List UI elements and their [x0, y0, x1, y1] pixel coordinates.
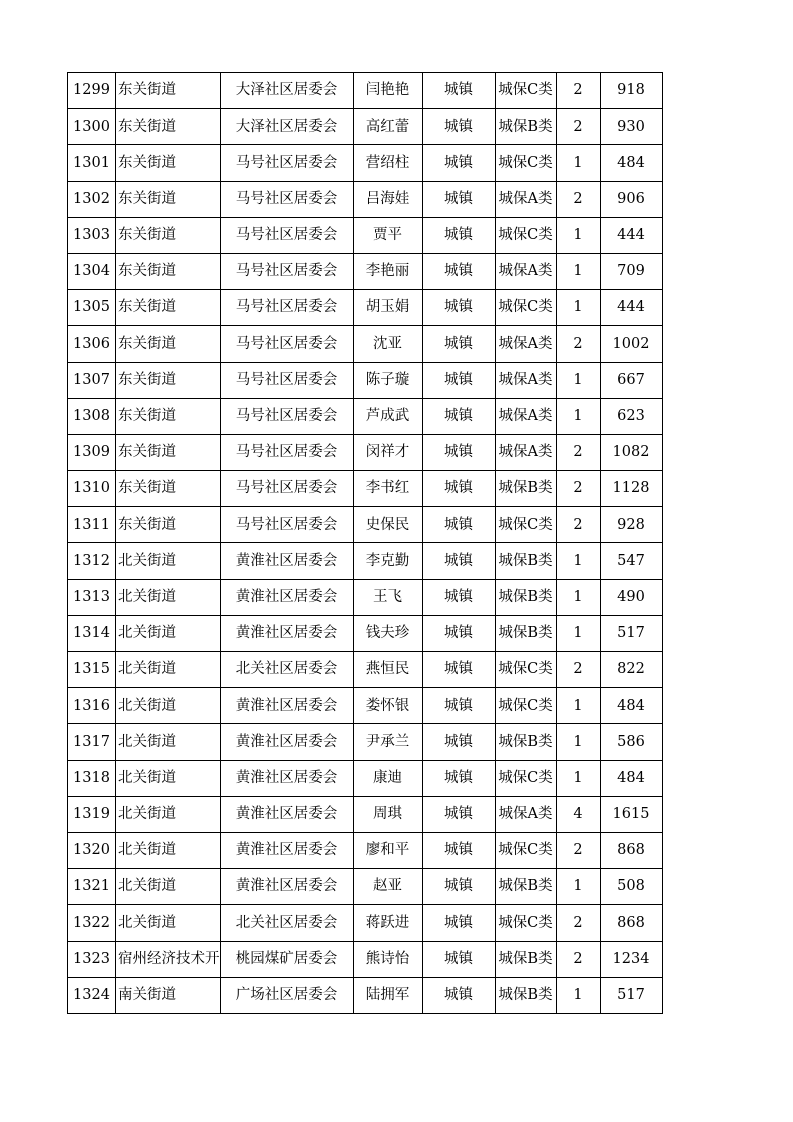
person-name-cell: 李克勤 [353, 543, 422, 579]
amount-cell: 547 [600, 543, 662, 579]
record-id-cell: 1301 [68, 145, 116, 181]
household-count-cell: 2 [556, 652, 600, 688]
committee-cell: 马号社区居委会 [220, 253, 353, 289]
insurance-category-cell: 城保B类 [495, 941, 556, 977]
street-cell: 北关街道 [116, 579, 221, 615]
insurance-category-cell: 城保A类 [495, 326, 556, 362]
area-type-cell: 城镇 [422, 362, 495, 398]
table-row [68, 471, 663, 507]
record-id-cell: 1311 [68, 507, 116, 543]
insurance-category-cell: 城保C类 [495, 217, 556, 253]
insurance-category-cell: 城保C类 [495, 290, 556, 326]
household-count-cell: 2 [556, 941, 600, 977]
table-row [68, 253, 663, 289]
person-name-cell: 廖和平 [353, 832, 422, 868]
insurance-category-cell: 城保A类 [495, 253, 556, 289]
household-count-cell: 2 [556, 181, 600, 217]
record-id-cell: 1302 [68, 181, 116, 217]
record-id-cell: 1304 [68, 253, 116, 289]
record-id-cell: 1322 [68, 905, 116, 941]
committee-cell: 黄淮社区居委会 [220, 543, 353, 579]
record-id-cell: 1315 [68, 652, 116, 688]
street-cell: 东关街道 [116, 73, 221, 109]
street-cell: 东关街道 [116, 326, 221, 362]
insurance-category-cell: 城保C类 [495, 145, 556, 181]
amount-cell: 623 [600, 398, 662, 434]
committee-cell: 马号社区居委会 [220, 326, 353, 362]
committee-cell: 马号社区居委会 [220, 362, 353, 398]
person-name-cell: 闫艳艳 [353, 73, 422, 109]
area-type-cell: 城镇 [422, 217, 495, 253]
street-cell: 东关街道 [116, 109, 221, 145]
street-cell: 北关街道 [116, 796, 221, 832]
table-row [68, 977, 663, 1013]
area-type-cell: 城镇 [422, 905, 495, 941]
person-name-cell: 娄怀银 [353, 688, 422, 724]
insurance-category-cell: 城保C类 [495, 507, 556, 543]
street-cell: 北关街道 [116, 832, 221, 868]
household-count-cell: 1 [556, 362, 600, 398]
insurance-category-cell: 城保B类 [495, 615, 556, 651]
amount-cell: 918 [600, 73, 662, 109]
area-type-cell: 城镇 [422, 543, 495, 579]
household-count-cell: 1 [556, 398, 600, 434]
person-name-cell: 陈子璇 [353, 362, 422, 398]
person-name-cell: 营绍柱 [353, 145, 422, 181]
insurance-category-cell: 城保B类 [495, 977, 556, 1013]
household-count-cell: 2 [556, 471, 600, 507]
person-name-cell: 钱夫珍 [353, 615, 422, 651]
street-cell: 东关街道 [116, 217, 221, 253]
table-row [68, 615, 663, 651]
area-type-cell: 城镇 [422, 290, 495, 326]
amount-cell: 1082 [600, 434, 662, 470]
amount-cell: 517 [600, 615, 662, 651]
record-id-cell: 1313 [68, 579, 116, 615]
record-id-cell: 1318 [68, 760, 116, 796]
record-id-cell: 1317 [68, 724, 116, 760]
record-id-cell: 1307 [68, 362, 116, 398]
person-name-cell: 史保民 [353, 507, 422, 543]
insurance-category-cell: 城保C类 [495, 73, 556, 109]
household-count-cell: 2 [556, 109, 600, 145]
amount-cell: 484 [600, 688, 662, 724]
amount-cell: 490 [600, 579, 662, 615]
area-type-cell: 城镇 [422, 796, 495, 832]
street-cell: 东关街道 [116, 181, 221, 217]
committee-cell: 桃园煤矿居委会 [220, 941, 353, 977]
street-cell: 东关街道 [116, 253, 221, 289]
person-name-cell: 尹承兰 [353, 724, 422, 760]
area-type-cell: 城镇 [422, 434, 495, 470]
table-row [68, 796, 663, 832]
record-id-cell: 1308 [68, 398, 116, 434]
table-row [68, 652, 663, 688]
table-row [68, 362, 663, 398]
table-row [68, 109, 663, 145]
record-id-cell: 1316 [68, 688, 116, 724]
street-cell: 北关街道 [116, 760, 221, 796]
household-count-cell: 2 [556, 434, 600, 470]
household-count-cell: 2 [556, 326, 600, 362]
area-type-cell: 城镇 [422, 977, 495, 1013]
person-name-cell: 闵祥才 [353, 434, 422, 470]
committee-cell: 马号社区居委会 [220, 471, 353, 507]
insurance-category-cell: 城保B类 [495, 724, 556, 760]
person-name-cell: 陆拥军 [353, 977, 422, 1013]
amount-cell: 928 [600, 507, 662, 543]
record-id-cell: 1306 [68, 326, 116, 362]
area-type-cell: 城镇 [422, 615, 495, 651]
area-type-cell: 城镇 [422, 471, 495, 507]
street-cell: 东关街道 [116, 145, 221, 181]
committee-cell: 马号社区居委会 [220, 181, 353, 217]
person-name-cell: 熊诗怡 [353, 941, 422, 977]
insurance-category-cell: 城保A类 [495, 398, 556, 434]
table-row [68, 724, 663, 760]
table-row [68, 434, 663, 470]
amount-cell: 484 [600, 760, 662, 796]
committee-cell: 黄淮社区居委会 [220, 832, 353, 868]
street-cell: 南关街道 [116, 977, 221, 1013]
table-row [68, 398, 663, 434]
record-id-cell: 1299 [68, 73, 116, 109]
table-row [68, 832, 663, 868]
record-id-cell: 1305 [68, 290, 116, 326]
committee-cell: 马号社区居委会 [220, 145, 353, 181]
area-type-cell: 城镇 [422, 688, 495, 724]
table-row [68, 579, 663, 615]
amount-cell: 1234 [600, 941, 662, 977]
insurance-category-cell: 城保B类 [495, 471, 556, 507]
household-count-cell: 1 [556, 579, 600, 615]
record-id-cell: 1320 [68, 832, 116, 868]
area-type-cell: 城镇 [422, 326, 495, 362]
street-cell: 东关街道 [116, 507, 221, 543]
area-type-cell: 城镇 [422, 181, 495, 217]
amount-cell: 868 [600, 832, 662, 868]
insurance-category-cell: 城保A类 [495, 434, 556, 470]
insurance-category-cell: 城保A类 [495, 796, 556, 832]
amount-cell: 667 [600, 362, 662, 398]
record-id-cell: 1309 [68, 434, 116, 470]
household-count-cell: 2 [556, 507, 600, 543]
table-row [68, 326, 663, 362]
person-name-cell: 胡玉娟 [353, 290, 422, 326]
amount-cell: 508 [600, 869, 662, 905]
record-id-cell: 1303 [68, 217, 116, 253]
person-name-cell: 李艳丽 [353, 253, 422, 289]
committee-cell: 黄淮社区居委会 [220, 688, 353, 724]
household-count-cell: 1 [556, 760, 600, 796]
committee-cell: 北关社区居委会 [220, 652, 353, 688]
household-count-cell: 1 [556, 615, 600, 651]
street-cell: 东关街道 [116, 362, 221, 398]
household-count-cell: 1 [556, 145, 600, 181]
table-row [68, 941, 663, 977]
committee-cell: 马号社区居委会 [220, 434, 353, 470]
area-type-cell: 城镇 [422, 760, 495, 796]
person-name-cell: 康迪 [353, 760, 422, 796]
record-id-cell: 1324 [68, 977, 116, 1013]
person-name-cell: 贾平 [353, 217, 422, 253]
area-type-cell: 城镇 [422, 579, 495, 615]
street-cell: 东关街道 [116, 434, 221, 470]
person-name-cell: 燕恒民 [353, 652, 422, 688]
household-count-cell: 2 [556, 832, 600, 868]
amount-cell: 906 [600, 181, 662, 217]
record-id-cell: 1323 [68, 941, 116, 977]
insurance-category-cell: 城保A类 [495, 362, 556, 398]
street-cell: 东关街道 [116, 398, 221, 434]
committee-cell: 黄淮社区居委会 [220, 796, 353, 832]
person-name-cell: 吕海娃 [353, 181, 422, 217]
insurance-category-cell: 城保C类 [495, 652, 556, 688]
person-name-cell: 王飞 [353, 579, 422, 615]
street-cell: 宿州经济技术开 [116, 941, 221, 977]
committee-cell: 马号社区居委会 [220, 290, 353, 326]
record-id-cell: 1319 [68, 796, 116, 832]
committee-cell: 黄淮社区居委会 [220, 760, 353, 796]
table-row [68, 869, 663, 905]
household-count-cell: 1 [556, 869, 600, 905]
area-type-cell: 城镇 [422, 109, 495, 145]
household-count-cell: 1 [556, 253, 600, 289]
amount-cell: 1128 [600, 471, 662, 507]
insurance-category-cell: 城保C类 [495, 760, 556, 796]
amount-cell: 444 [600, 290, 662, 326]
table-row [68, 543, 663, 579]
household-count-cell: 1 [556, 217, 600, 253]
area-type-cell: 城镇 [422, 73, 495, 109]
person-name-cell: 周琪 [353, 796, 422, 832]
street-cell: 北关街道 [116, 724, 221, 760]
insurance-category-cell: 城保C类 [495, 688, 556, 724]
street-cell: 东关街道 [116, 471, 221, 507]
area-type-cell: 城镇 [422, 253, 495, 289]
person-name-cell: 芦成武 [353, 398, 422, 434]
person-name-cell: 赵亚 [353, 869, 422, 905]
street-cell: 北关街道 [116, 688, 221, 724]
street-cell: 北关街道 [116, 543, 221, 579]
area-type-cell: 城镇 [422, 398, 495, 434]
area-type-cell: 城镇 [422, 652, 495, 688]
record-id-cell: 1300 [68, 109, 116, 145]
household-count-cell: 1 [556, 688, 600, 724]
table-row [68, 181, 663, 217]
area-type-cell: 城镇 [422, 507, 495, 543]
insurance-category-cell: 城保B类 [495, 543, 556, 579]
household-count-cell: 1 [556, 724, 600, 760]
amount-cell: 1002 [600, 326, 662, 362]
committee-cell: 黄淮社区居委会 [220, 724, 353, 760]
amount-cell: 930 [600, 109, 662, 145]
table-row [68, 688, 663, 724]
committee-cell: 广场社区居委会 [220, 977, 353, 1013]
area-type-cell: 城镇 [422, 869, 495, 905]
insurance-category-cell: 城保B类 [495, 869, 556, 905]
record-id-cell: 1310 [68, 471, 116, 507]
table-row [68, 73, 663, 109]
insurance-category-cell: 城保B类 [495, 109, 556, 145]
committee-cell: 马号社区居委会 [220, 507, 353, 543]
amount-cell: 586 [600, 724, 662, 760]
committee-cell: 马号社区居委会 [220, 398, 353, 434]
area-type-cell: 城镇 [422, 724, 495, 760]
household-count-cell: 1 [556, 977, 600, 1013]
street-cell: 北关街道 [116, 869, 221, 905]
amount-cell: 484 [600, 145, 662, 181]
household-count-cell: 1 [556, 290, 600, 326]
record-id-cell: 1312 [68, 543, 116, 579]
table-row [68, 760, 663, 796]
insurance-category-cell: 城保C类 [495, 832, 556, 868]
area-type-cell: 城镇 [422, 941, 495, 977]
record-id-cell: 1314 [68, 615, 116, 651]
street-cell: 北关街道 [116, 615, 221, 651]
street-cell: 东关街道 [116, 290, 221, 326]
insurance-category-cell: 城保C类 [495, 905, 556, 941]
household-count-cell: 2 [556, 905, 600, 941]
person-name-cell: 沈亚 [353, 326, 422, 362]
table-row [68, 905, 663, 941]
amount-cell: 517 [600, 977, 662, 1013]
insurance-category-cell: 城保A类 [495, 181, 556, 217]
welfare-table [67, 72, 663, 1014]
committee-cell: 大泽社区居委会 [220, 109, 353, 145]
amount-cell: 1615 [600, 796, 662, 832]
record-id-cell: 1321 [68, 869, 116, 905]
table-row [68, 217, 663, 253]
committee-cell: 黄淮社区居委会 [220, 615, 353, 651]
amount-cell: 444 [600, 217, 662, 253]
table-row [68, 145, 663, 181]
committee-cell: 北关社区居委会 [220, 905, 353, 941]
committee-cell: 黄淮社区居委会 [220, 579, 353, 615]
household-count-cell: 4 [556, 796, 600, 832]
committee-cell: 黄淮社区居委会 [220, 869, 353, 905]
street-cell: 北关街道 [116, 905, 221, 941]
area-type-cell: 城镇 [422, 832, 495, 868]
table-row [68, 507, 663, 543]
area-type-cell: 城镇 [422, 145, 495, 181]
person-name-cell: 蒋跃进 [353, 905, 422, 941]
household-count-cell: 2 [556, 73, 600, 109]
table-row [68, 290, 663, 326]
household-count-cell: 1 [556, 543, 600, 579]
amount-cell: 868 [600, 905, 662, 941]
person-name-cell: 高红蕾 [353, 109, 422, 145]
person-name-cell: 李书红 [353, 471, 422, 507]
amount-cell: 709 [600, 253, 662, 289]
committee-cell: 大泽社区居委会 [220, 73, 353, 109]
amount-cell: 822 [600, 652, 662, 688]
street-cell: 北关街道 [116, 652, 221, 688]
table-body [68, 73, 663, 1014]
committee-cell: 马号社区居委会 [220, 217, 353, 253]
insurance-category-cell: 城保B类 [495, 579, 556, 615]
